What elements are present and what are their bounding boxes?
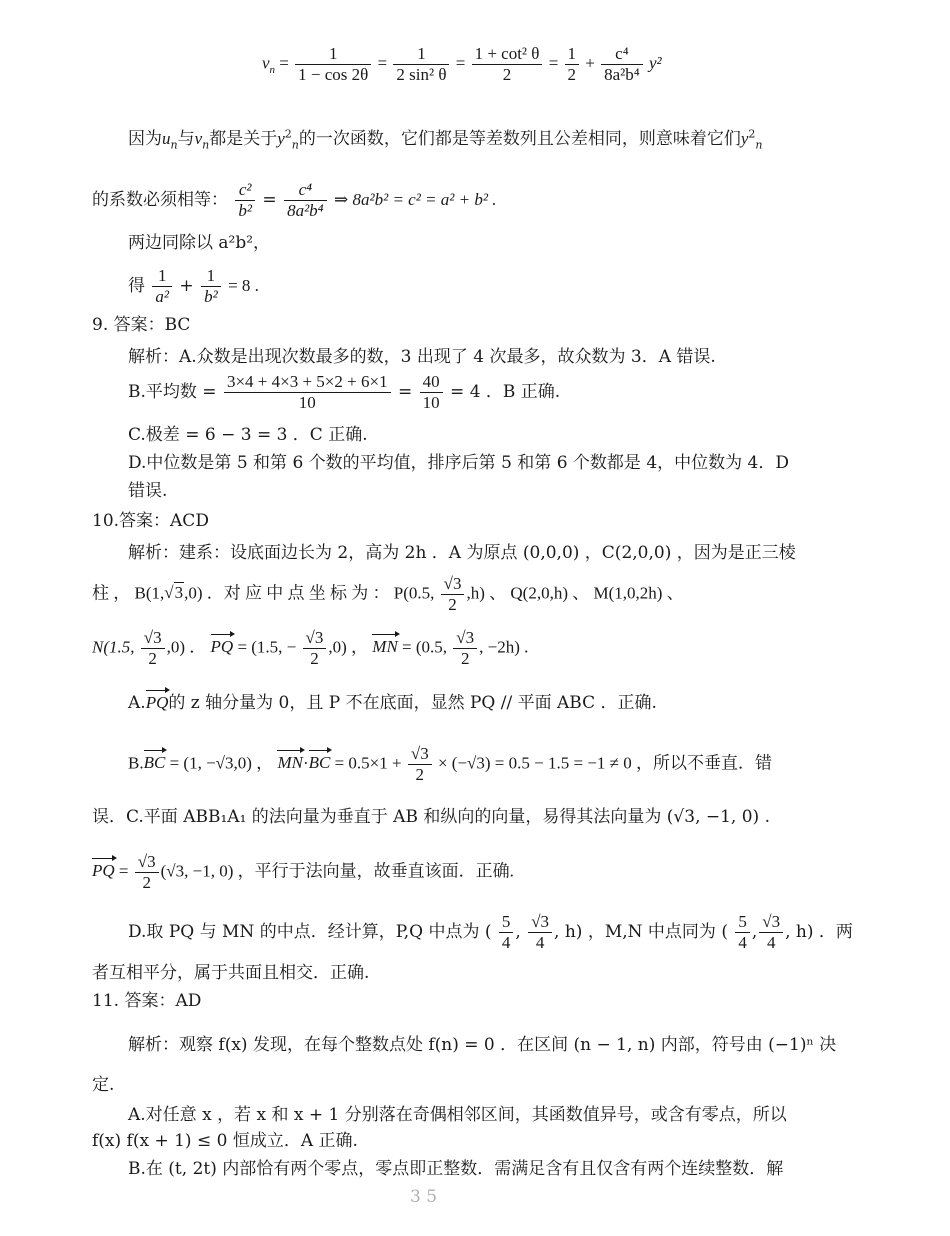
q10-c: 误．C.平面 ABB₁A₁ 的法向量为垂直于 AB 和纵向的向量，易得其法向量为 (√3, −1, 0) .	[92, 807, 770, 827]
text: ,	[515, 922, 521, 942]
q11-l2	[92, 1074, 114, 1096]
text: = (0.5,	[402, 637, 448, 657]
den: a²	[155, 287, 170, 306]
q9-d2	[128, 480, 167, 502]
q11-a2	[92, 1130, 358, 1152]
num: 1	[393, 44, 449, 65]
den: 1 − cos 2θ	[298, 65, 369, 84]
text: ,0) ．	[166, 637, 207, 657]
formula-v-n: $v_n$ = $\frac{1}{1 - \cos 2\theta}$ = $\frac{1}{\text{2 sin² θ}}$ = $\frac{\text{1 + cot² θ}}{2}$ = $\frac{1}{2}$ + $\frac{\text{c⁴}}{\text{8a²b⁴}}$ y²	[262, 44, 662, 84]
radicand: 3	[174, 583, 184, 603]
frac-4	[565, 44, 580, 85]
text: B.平均数 =	[128, 382, 217, 402]
text: = 0.5×1 +	[334, 753, 402, 773]
text: ,h) 、 Q(2,0,h) 、 M(1,0,2h) 、	[466, 583, 684, 603]
num: 5	[499, 912, 514, 933]
vector-bc: BC	[309, 750, 331, 774]
num: c⁴	[601, 44, 643, 65]
text: N(1.5,	[92, 637, 135, 657]
text: f(x) f(x + 1) ≤ 0 恒成立．A 正确.	[92, 1131, 358, 1151]
text: ,0) ，	[328, 637, 369, 657]
text: 解析：建系：设底面边长为 2，高为 2h ．A 为原点 (0,0,0) ，C(2,0,0) ，因为是正三棱	[128, 543, 796, 563]
q9-c	[128, 424, 368, 446]
num: 1	[152, 266, 172, 287]
sub-n: n	[269, 63, 276, 76]
q10-l2	[92, 574, 684, 615]
text: 两边同除以 a²b²，	[128, 233, 271, 253]
text: 因为	[128, 129, 162, 149]
text: , h) ．两	[785, 922, 853, 942]
text: 9. 答案：BC	[92, 315, 191, 335]
frac: $\frac{√3}{2}$	[141, 628, 165, 669]
text: 者互相平分，属于共面且相交．正确.	[92, 963, 370, 983]
den: 2	[567, 65, 577, 84]
q9-b: B.平均数 = $\frac{3\times 4 + 4\times 3 + 5\times 2 + 6\times 1}{10}$ = $\frac{40}{10}$ = 4 ．B 正确.	[128, 372, 561, 412]
num: 3	[452, 574, 462, 593]
q9-header	[92, 314, 190, 336]
para-result: 得 $\frac{1}{\text{a²}}$ + $\frac{1}{\text{b²}}$ = 8 .	[128, 266, 259, 306]
text: 的一次函数，它们都是等差数列且公差相同，则意味着它们	[298, 129, 741, 149]
num: 1 + cot² θ	[472, 44, 543, 65]
text: ·	[302, 753, 309, 773]
text: 与	[177, 129, 195, 149]
q9-a	[128, 346, 716, 368]
text: 柱 ， B(1,	[92, 583, 165, 603]
frac-c4	[284, 180, 327, 221]
frac: $\frac{√3}{4}$	[528, 912, 552, 953]
vector-mn: MN	[372, 634, 398, 658]
num: 3×4 + 4×3 + 5×2 + 6×1	[224, 372, 391, 393]
q10-b: B.BC = (1, −√3,0) ， MN·BC = 0.5×1 + $\frac{√3}{2}$ × (−√3) = 0.5 − 1.5 = −1 ≠ 0 ，所以不垂直．错	[128, 744, 772, 784]
text: ⇒ 8a²b² = c² = a² + b² .	[334, 190, 497, 209]
text: = (1.5, −	[237, 637, 297, 657]
q10-d: D.取 PQ 与 MN 的中点．经计算，P,Q 中点为 ( $\frac{5}{4}$ , $\frac{√3}{4}$ , h) ，M,N 中点同为 ( $\frac{5}{4}$ , $\frac{√3}{4}$ , h) ．两	[128, 912, 853, 952]
den: 10	[422, 393, 440, 412]
text: 的系数必须相等：	[92, 190, 228, 210]
text: C.极差 = 6 − 3 = 3 ．C 正确.	[128, 425, 368, 445]
text: B.	[128, 753, 144, 773]
y-symbol: y	[740, 129, 749, 148]
text: = (1, −	[169, 753, 216, 773]
text: , h) ，M,N 中点同为 (	[554, 922, 728, 942]
text: 10.答案：ACD	[92, 511, 209, 531]
q11-a1	[128, 1104, 787, 1126]
frac-c2-b2	[235, 180, 255, 221]
vector-mn: MN	[277, 750, 303, 774]
u-symbol: u	[162, 129, 171, 148]
den: 2	[502, 65, 512, 84]
v-symbol: v	[262, 53, 270, 73]
frac: $\frac{√3}{4}$	[759, 912, 783, 953]
q10-c2: PQ = $\frac{√3}{2}$ (√3, −1, 0) ，平行于法向量，故垂直该面．正确.	[92, 852, 514, 892]
para-divide	[128, 232, 270, 254]
text: 错误.	[128, 481, 168, 501]
den: 2	[448, 595, 457, 614]
text: = 8 .	[228, 276, 259, 295]
frac-2	[393, 44, 449, 85]
frac-mean	[224, 372, 391, 413]
den: b²	[204, 287, 218, 306]
text: 的 z 轴分量为 0，且 P 不在底面，显然 PQ // 平面 ABC ．正确.	[168, 693, 657, 713]
den: 8a²b⁴	[604, 65, 640, 84]
para-linear: 因为$u_n$与$v_n$都是关于$y^2_n$的一次函数，它们都是等差数列且公差相同，则意味着它们$y^2_n$	[128, 127, 763, 152]
text: 定.	[92, 1075, 115, 1095]
para-coeff: 的系数必须相等： $\frac{\text{c²}}{\text{b²}}$ = $\frac{\text{c⁴}}{\text{8a²b⁴}}$ ⇒ 8a²b² = c² = a² + b² .	[92, 180, 497, 220]
frac-40	[420, 372, 443, 413]
vector-pq: PQ	[146, 690, 169, 714]
den: 4	[501, 933, 511, 952]
frac-a	[152, 266, 172, 307]
frac: $\frac{5}{4}$	[735, 912, 750, 953]
q9-d1	[128, 452, 789, 474]
text: 3 5	[410, 1187, 438, 1207]
frac-sqrt3-2: $\frac{√3}{2}$	[441, 574, 465, 615]
text: B.在 (t, 2t) 内部恰有两个零点，零点即正整数．需满足含有且仅含有两个连续整数．解	[128, 1159, 784, 1179]
num: c⁴	[284, 180, 327, 201]
num: 1	[295, 44, 371, 65]
text: 11. 答案：AD	[92, 991, 202, 1011]
text: D.取 PQ 与 MN 的中点．经计算，P,Q 中点为 (	[128, 922, 492, 942]
text: , −2h) .	[479, 637, 529, 657]
q10-l1	[128, 542, 796, 564]
text: =	[118, 861, 129, 881]
y-symbol: y	[277, 129, 285, 148]
num: 40	[420, 372, 443, 393]
text: × (−	[437, 753, 468, 773]
text: ) = 0.5 − 1.5 = −1 ≠ 0 ，所以不垂直．错	[484, 753, 772, 773]
text: D.中位数是第 5 和第 6 个数的平均值，排序后第 5 和第 6 个数都是 4，中位数为 4．D	[128, 453, 789, 473]
frac	[499, 912, 514, 953]
vector-pq: PQ	[92, 858, 115, 882]
frac: $\frac{√3}{2}$	[303, 628, 327, 669]
vector-pq: PQ	[211, 634, 234, 658]
den: 4	[535, 933, 545, 952]
text: 得	[128, 276, 145, 296]
den: 8a²b⁴	[287, 201, 324, 220]
frac: $\frac{√3}{2}$	[135, 852, 159, 893]
text: (	[160, 861, 167, 881]
frac-1	[295, 44, 371, 85]
frac: $\frac{√3}{2}$	[453, 628, 477, 669]
text: = 4 ．B 正确.	[450, 382, 561, 402]
text: , −1, 0) ，平行于法向量，故垂直该面．正确.	[184, 861, 514, 881]
text: A.	[128, 693, 146, 713]
q10-header	[92, 510, 209, 532]
num: c²	[235, 180, 255, 201]
den: 10	[298, 393, 316, 412]
sqrt: √3	[164, 583, 184, 603]
text: , −1, 0) .	[695, 807, 770, 827]
vector-bc: BC	[144, 750, 166, 774]
text: 误．C.平面 ABB₁A₁ 的法向量为垂直于 AB 和纵向的向量，易得其法向量为 (	[92, 807, 674, 827]
frac-5	[601, 44, 643, 85]
q11-l1	[128, 1034, 836, 1056]
num: 1	[201, 266, 221, 287]
frac: $\frac{√3}{2}$	[408, 744, 432, 785]
den: 2 sin² θ	[396, 65, 447, 84]
y-squared: y²	[648, 53, 662, 73]
frac-b	[201, 266, 221, 307]
cut-off-line	[410, 1186, 950, 1216]
q10-d2	[92, 962, 369, 984]
num: 1	[565, 44, 580, 65]
q11-header	[92, 990, 201, 1012]
text: ,0) ．对 应 中 点 坐 标 为 ： P(0.5,	[184, 583, 435, 603]
q10-l3	[92, 628, 528, 669]
den: b²	[238, 201, 253, 220]
q10-a	[128, 690, 657, 714]
text: ,0) ，	[233, 753, 274, 773]
text: A.对任意 x ，若 x 和 x + 1 分别落在奇偶相邻区间，其函数值异号，或含有零点，所以	[128, 1105, 787, 1125]
v-symbol: v	[194, 129, 203, 148]
text: 解析：观察 f(x) 发现，在每个整数点处 f(n) = 0 ．在区间 (n − 1, n) 内部，符号由 (−1)ⁿ 决	[128, 1035, 837, 1055]
frac-3	[472, 44, 543, 85]
text: 都是关于	[209, 129, 278, 149]
text: 解析：A.众数是出现次数最多的数，3 出现了 4 次最多，故众数为 3．A 错误.	[128, 347, 716, 367]
q11-b1	[128, 1158, 783, 1180]
